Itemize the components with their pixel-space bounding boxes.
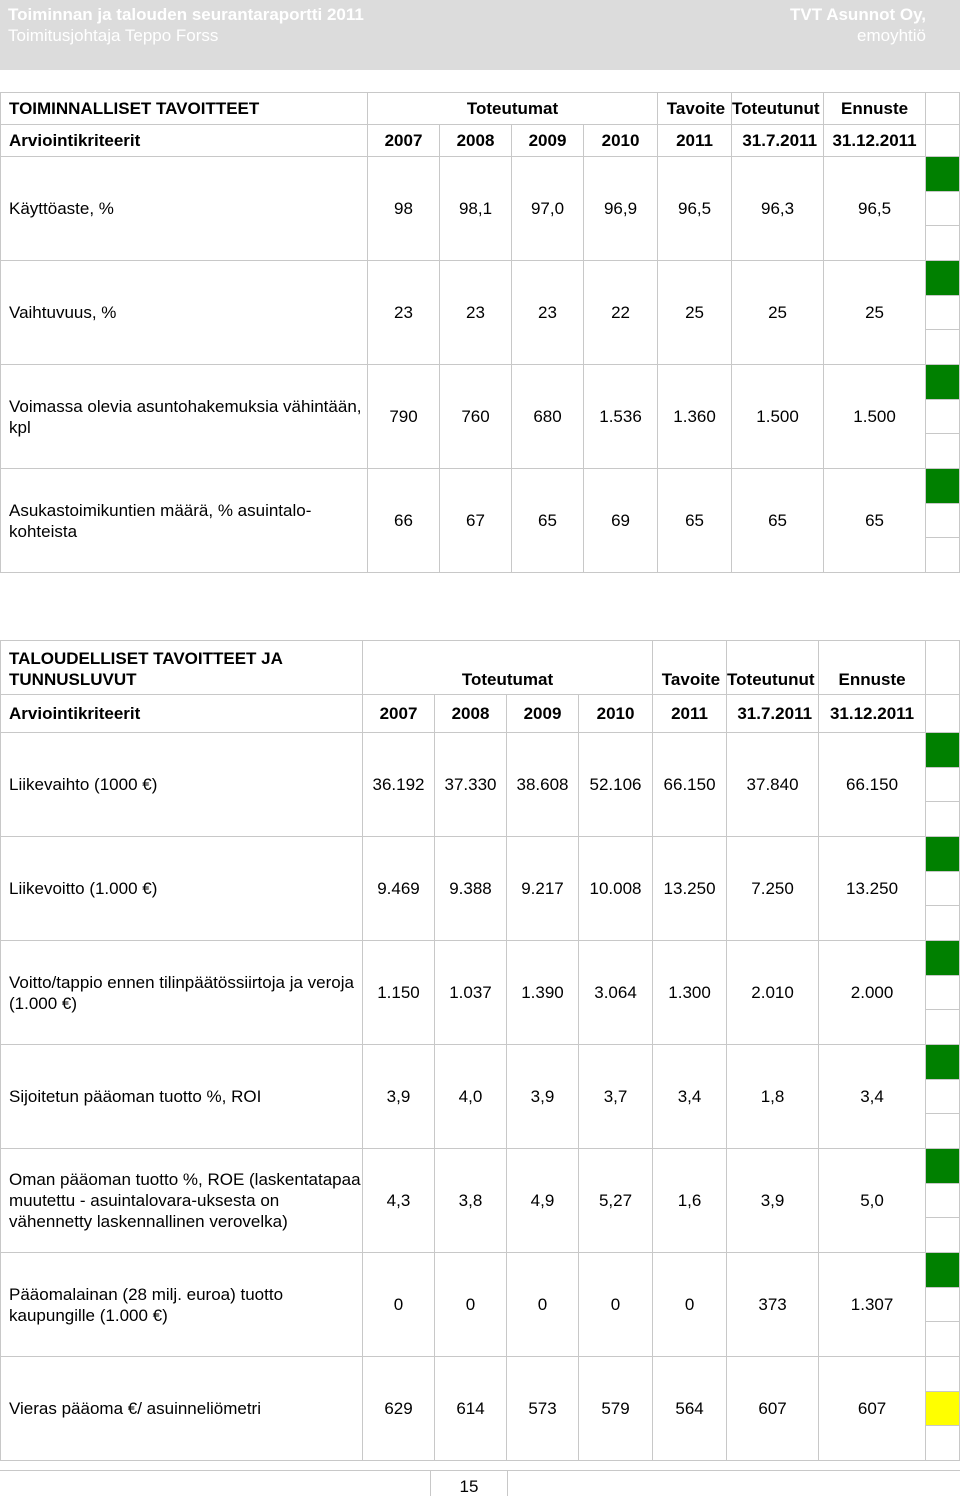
row-label: Voimassa olevia asuntohakemuksia vähintään, kpl [1, 365, 368, 469]
row-value: 3,9 [363, 1045, 435, 1149]
row-value: 96,5 [824, 157, 926, 261]
table1-header-ennuste: Ennuste [824, 93, 926, 125]
row-value: 1.500 [732, 365, 824, 469]
row-value: 614 [435, 1357, 507, 1461]
row-value: 7.250 [727, 837, 819, 941]
row-value: 579 [579, 1357, 653, 1461]
status-indicator [926, 157, 960, 261]
row-value: 1.037 [435, 941, 507, 1045]
row-value: 67 [440, 469, 512, 573]
row-value: 25 [658, 261, 732, 365]
row-value: 52.106 [579, 733, 653, 837]
row-value: 23 [440, 261, 512, 365]
status-indicator [926, 1045, 960, 1149]
table1-year: 2010 [584, 125, 658, 157]
row-value: 1.536 [584, 365, 658, 469]
row-value: 96,5 [658, 157, 732, 261]
row-value: 2.000 [819, 941, 926, 1045]
report-title: Toiminnan ja talouden seurantaraportti 2011 [8, 5, 364, 24]
row-value: 1.307 [819, 1253, 926, 1357]
row-value: 0 [363, 1253, 435, 1357]
table2-header-blank [926, 641, 960, 695]
row-value: 0 [507, 1253, 579, 1357]
row-value: 1.150 [363, 941, 435, 1045]
row-value: 65 [732, 469, 824, 573]
row-value: 5,0 [819, 1149, 926, 1253]
status-indicator [926, 469, 960, 573]
table-row [1, 1253, 960, 1357]
row-value: 629 [363, 1357, 435, 1461]
table2-header-ennuste: Ennuste [819, 641, 926, 695]
company-type: emoyhtiö [857, 26, 926, 45]
table-row [1, 261, 960, 365]
row-value: 1,8 [727, 1045, 819, 1149]
table1-heading: TOIMINNALLISET TAVOITTEET [1, 93, 368, 125]
row-value: 38.608 [507, 733, 579, 837]
table2-header-toteutunut: Toteutunut [727, 641, 819, 695]
table-row [1, 941, 960, 1045]
table-row [1, 1045, 960, 1149]
row-value: 23 [368, 261, 440, 365]
row-value: 22 [584, 261, 658, 365]
row-value: 9.469 [363, 837, 435, 941]
table2-heading: TALOUDELLISET TAVOITTEET JA TUNNUSLUVUT [1, 641, 363, 695]
table1-header-blank [926, 93, 960, 125]
operational-goals-table [0, 92, 960, 573]
row-value: 1,6 [653, 1149, 727, 1253]
status-indicator [926, 941, 960, 1045]
row-value: 1.500 [824, 365, 926, 469]
row-value: 4,0 [435, 1045, 507, 1149]
status-indicator [926, 1149, 960, 1253]
row-value: 3,9 [507, 1045, 579, 1149]
table1-year: 31.7.2011 [732, 125, 824, 157]
row-value: 37.840 [727, 733, 819, 837]
table2-year-blank [926, 695, 960, 733]
row-value: 10.008 [579, 837, 653, 941]
row-value: 96,9 [584, 157, 658, 261]
row-value: 98,1 [440, 157, 512, 261]
row-label: Liikevaihto (1000 €) [1, 733, 363, 837]
table-row [1, 1357, 960, 1461]
table1-header-tavoite: Tavoite [658, 93, 732, 125]
table-row [1, 837, 960, 941]
row-value: 1.360 [658, 365, 732, 469]
row-label: Asukastoimikuntien määrä, % asuintalo-kohteista [1, 469, 368, 573]
row-value: 2.010 [727, 941, 819, 1045]
row-value: 0 [435, 1253, 507, 1357]
table1-year: 2009 [512, 125, 584, 157]
row-value: 9.388 [435, 837, 507, 941]
row-value: 25 [732, 261, 824, 365]
table2-year: 2010 [579, 695, 653, 733]
table1-header-toteutunut: Toteutunut [732, 93, 824, 125]
row-value: 3.064 [579, 941, 653, 1045]
status-indicator [926, 365, 960, 469]
row-label: Sijoitetun pääoman tuotto %, ROI [1, 1045, 363, 1149]
row-label: Vieras pääoma €/ asuinneliömetri [1, 1357, 363, 1461]
table2-year: 31.7.2011 [727, 695, 819, 733]
company-name: TVT Asunnot Oy, [790, 5, 926, 24]
row-value: 25 [824, 261, 926, 365]
row-value: 573 [507, 1357, 579, 1461]
table-row [1, 365, 960, 469]
row-value: 564 [653, 1357, 727, 1461]
row-value: 37.330 [435, 733, 507, 837]
table-row [1, 733, 960, 837]
row-value: 65 [824, 469, 926, 573]
status-indicator [926, 733, 960, 837]
row-value: 680 [512, 365, 584, 469]
row-value: 3,4 [653, 1045, 727, 1149]
status-indicator [926, 837, 960, 941]
page-number: 15 [430, 1470, 508, 1496]
row-value: 66.150 [653, 733, 727, 837]
table1-criteria-label: Arviointikriteerit [1, 125, 368, 157]
row-value: 66 [368, 469, 440, 573]
row-value: 13.250 [819, 837, 926, 941]
table2-year: 31.12.2011 [819, 695, 926, 733]
row-value: 0 [579, 1253, 653, 1357]
row-label: Oman pääoman tuotto %, ROE (laskentatapaa muutettu - asuintalovara-uksesta on vähennetty laskennallinen verovelka) [1, 1149, 363, 1253]
row-value: 760 [440, 365, 512, 469]
row-label: Käyttöaste, % [1, 157, 368, 261]
status-indicator [926, 1253, 960, 1357]
table1-year: 2011 [658, 125, 732, 157]
table-row [1, 157, 960, 261]
status-indicator [926, 1357, 960, 1461]
table2-criteria-label: Arviointikriteerit [1, 695, 363, 733]
row-value: 3,4 [819, 1045, 926, 1149]
row-label: Pääomalainan (28 milj. euroa) tuotto kaupungille (1.000 €) [1, 1253, 363, 1357]
table2-header-tavoite: Tavoite [653, 641, 727, 695]
table1-year: 31.12.2011 [824, 125, 926, 157]
row-value: 3,9 [727, 1149, 819, 1253]
row-label: Voitto/tappio ennen tilinpäätössiirtoja ja veroja (1.000 €) [1, 941, 363, 1045]
status-indicator [926, 261, 960, 365]
row-value: 23 [512, 261, 584, 365]
row-value: 98 [368, 157, 440, 261]
row-label: Liikevoitto (1.000 €) [1, 837, 363, 941]
table2-year: 2009 [507, 695, 579, 733]
row-value: 69 [584, 469, 658, 573]
row-value: 4,9 [507, 1149, 579, 1253]
row-value: 4,3 [363, 1149, 435, 1253]
table1-year-blank [926, 125, 960, 157]
table2-year: 2007 [363, 695, 435, 733]
row-value: 373 [727, 1253, 819, 1357]
row-value: 9.217 [507, 837, 579, 941]
table1-year: 2008 [440, 125, 512, 157]
row-value: 5,27 [579, 1149, 653, 1253]
table1-year: 2007 [368, 125, 440, 157]
table1-header-toteutumat: Toteutumat [368, 93, 658, 125]
report-author: Toimitusjohtaja Teppo Forss [8, 26, 219, 45]
row-value: 65 [658, 469, 732, 573]
row-value: 97,0 [512, 157, 584, 261]
table-row [1, 1149, 960, 1253]
row-value: 607 [819, 1357, 926, 1461]
row-value: 13.250 [653, 837, 727, 941]
row-value: 96,3 [732, 157, 824, 261]
row-value: 0 [653, 1253, 727, 1357]
row-value: 3,7 [579, 1045, 653, 1149]
row-label: Vaihtuvuus, % [1, 261, 368, 365]
row-value: 3,8 [435, 1149, 507, 1253]
table2-year: 2011 [653, 695, 727, 733]
table2-header-toteutumat: Toteutumat [363, 641, 653, 695]
row-value: 65 [512, 469, 584, 573]
table2-year: 2008 [435, 695, 507, 733]
row-value: 1.390 [507, 941, 579, 1045]
table-row [1, 469, 960, 573]
row-value: 66.150 [819, 733, 926, 837]
row-value: 36.192 [363, 733, 435, 837]
row-value: 790 [368, 365, 440, 469]
row-value: 1.300 [653, 941, 727, 1045]
financial-goals-table [0, 640, 960, 1461]
row-value: 607 [727, 1357, 819, 1461]
